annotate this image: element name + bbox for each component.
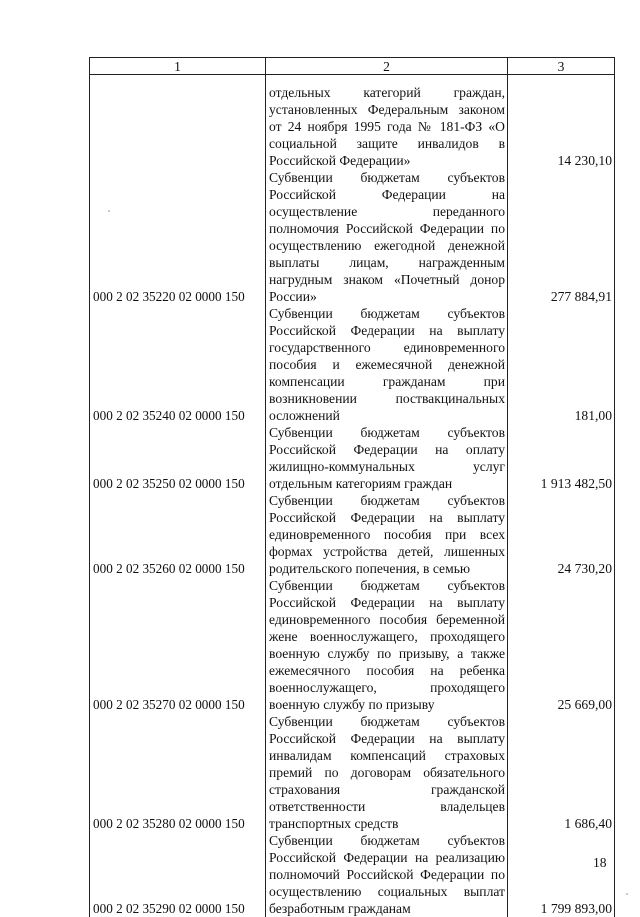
row-amount: 25 669,00 [508,577,615,713]
budget-table [89,57,615,917]
row-name: Субвенции бюджетам субъектов Российской Федерации на выплату единовременного пособия беременной жене военнослужащего, проходящего военную службу по призыву, а также ежемесячного пособия на ребенка военнослужащего, проходящего военную службу по призыву [266,577,508,713]
row-name: Субвенции бюджетам субъектов Российской Федерации на осуществление переданного полномочия Российской Федерации по осуществлению ежегодной денежной выплаты лицам, награжденным нагрудным знаком «Почетный донор России» [266,169,508,305]
row-code: 000 2 02 35220 02 0000 150 [90,169,266,305]
row-amount: 1 686,40 [508,713,615,832]
table-row [90,305,615,424]
table-header-row [90,58,615,75]
table-row [90,75,615,169]
row-amount: 1 913 482,50 [508,424,615,492]
row-name: Субвенции бюджетам субъектов Российской Федерации на оплату жилищно-коммунальных услуг отдельным категориям граждан [266,424,508,492]
table-row [90,577,615,713]
row-code: 000 2 02 35250 02 0000 150 [90,424,266,492]
row-name: Субвенции бюджетам субъектов Российской Федерации на выплату государственного единовременного пособия и ежемесячной денежной компенсации гражданам при возникновении поствакцинальных осложнений [266,305,508,424]
column-header-code: 1 [90,58,266,75]
row-code: 000 2 02 35240 02 0000 150 [90,305,266,424]
row-amount: 1 799 893,00 [508,832,615,917]
row-amount: 181,00 [508,305,615,424]
table-row [90,832,615,917]
row-code [90,75,266,169]
table-row [90,713,615,832]
scan-speck [626,893,628,895]
row-code: 000 2 02 35260 02 0000 150 [90,492,266,577]
table-row [90,424,615,492]
page-number: 18 [593,855,607,870]
row-code: 000 2 02 35280 02 0000 150 [90,713,266,832]
row-name: Субвенции бюджетам субъектов Российской Федерации на выплату единовременного пособия при всех формах устройства детей, лишенных родительского попечения, в семью [266,492,508,577]
row-name: Субвенции бюджетам субъектов Российской Федерации на реализацию полномочий Российской Федерации по осуществлению социальных выплат безработным гражданам [266,832,508,917]
row-amount: 24 730,20 [508,492,615,577]
column-header-name: 2 [266,58,508,75]
row-name: отдельных категорий граждан, установленных Федеральным законом от 24 ноября 1995 года № 181-ФЗ «О социальной защите инвалидов в Российской Федерации» [266,75,508,169]
column-header-amount: 3 [508,58,615,75]
scan-speck [108,210,110,212]
table-row [90,492,615,577]
row-name: Субвенции бюджетам субъектов Российской Федерации на выплату инвалидам компенсаций страховых премий по договорам обязательного страхования гражданской ответственности владельцев транспортных средств [266,713,508,832]
table-row [90,169,615,305]
row-amount: 14 230,10 [508,75,615,169]
row-code: 000 2 02 35290 02 0000 150 [90,832,266,917]
row-code: 000 2 02 35270 02 0000 150 [90,577,266,713]
row-amount: 277 884,91 [508,169,615,305]
